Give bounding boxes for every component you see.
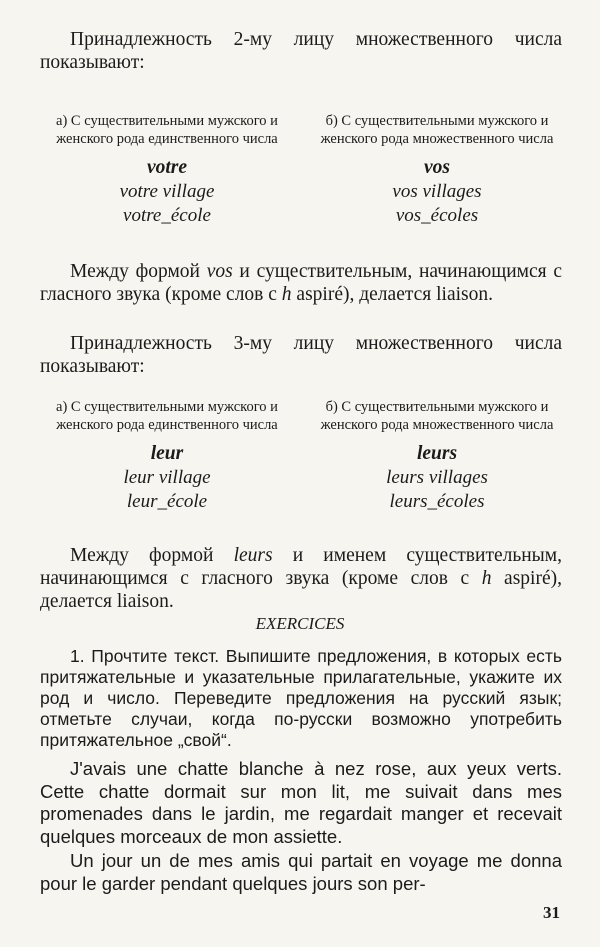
column-caption: б) С существительными мужского и женского рода множественного числа bbox=[320, 399, 554, 433]
second-person-plural-column bbox=[302, 112, 572, 228]
example-1: vos villages bbox=[392, 181, 482, 202]
column-caption: а) С существительными мужского и женского рода единственного числа bbox=[56, 399, 278, 433]
column-caption: б) С существительными мужского и женского рода множественного числа bbox=[320, 113, 554, 147]
second-person-singular-column bbox=[32, 112, 302, 228]
pronoun-form: leur bbox=[150, 443, 184, 464]
pronoun-form: votre bbox=[146, 157, 188, 178]
example-1: leur village bbox=[123, 467, 211, 488]
pronoun-form: vos bbox=[424, 157, 450, 178]
example-1: leurs villages bbox=[386, 467, 488, 488]
third-person-singular-column bbox=[32, 398, 302, 514]
example-2: vos_écoles bbox=[395, 205, 479, 226]
column-caption: а) С существительными мужского и женского рода единственного числа bbox=[56, 113, 278, 147]
exercise-1-instructions: 1. Прочтите текст. Выпишите предложения, в которых есть притяжательные и указательные прилагательные, укажите их род и число. Переведите предложения на русский язык; отметьте случаи, когда по-русски возможно употребить притяжательное „свой“. bbox=[40, 646, 562, 750]
example-2: leur_école bbox=[126, 491, 208, 512]
liaison-note-vos: Между формой vos и существительным, начинающимся с гласного звука (кроме слов с h aspiré), делается liaison. bbox=[40, 261, 562, 305]
third-person-plural-column bbox=[302, 398, 572, 514]
french-text-paragraph-1: J'avais une chatte blanche à nez rose, aux yeux verts. Cette chatte dormait sur mon lit, me suivait dans mes promenades dans le jardin, me regardait manger et recevait quelques morceaux de mon assiette. bbox=[40, 758, 562, 847]
french-text-paragraph-2: Un jour un de mes amis qui partait en voyage me donna pour le garder pendant quelques jours son per- bbox=[40, 850, 562, 894]
pronoun-form: leurs bbox=[416, 443, 458, 464]
example-2: leurs_écoles bbox=[389, 491, 485, 512]
exercises-heading: EXERCICES bbox=[255, 614, 345, 633]
page-number: 31 bbox=[543, 903, 560, 922]
intro-second-person: Принадлежность 2-му лицу множественного числа показывают: bbox=[40, 29, 562, 73]
example-2: votre_école bbox=[123, 205, 211, 226]
intro-third-person: Принадлежность 3-му лицу множественного числа показывают: bbox=[40, 333, 562, 377]
liaison-note-leurs: Между формой leurs и именем существительным, начинающимся с гласного звука (кроме слов с h aspiré), делается liaison. bbox=[40, 545, 562, 612]
example-1: votre village bbox=[119, 181, 215, 202]
